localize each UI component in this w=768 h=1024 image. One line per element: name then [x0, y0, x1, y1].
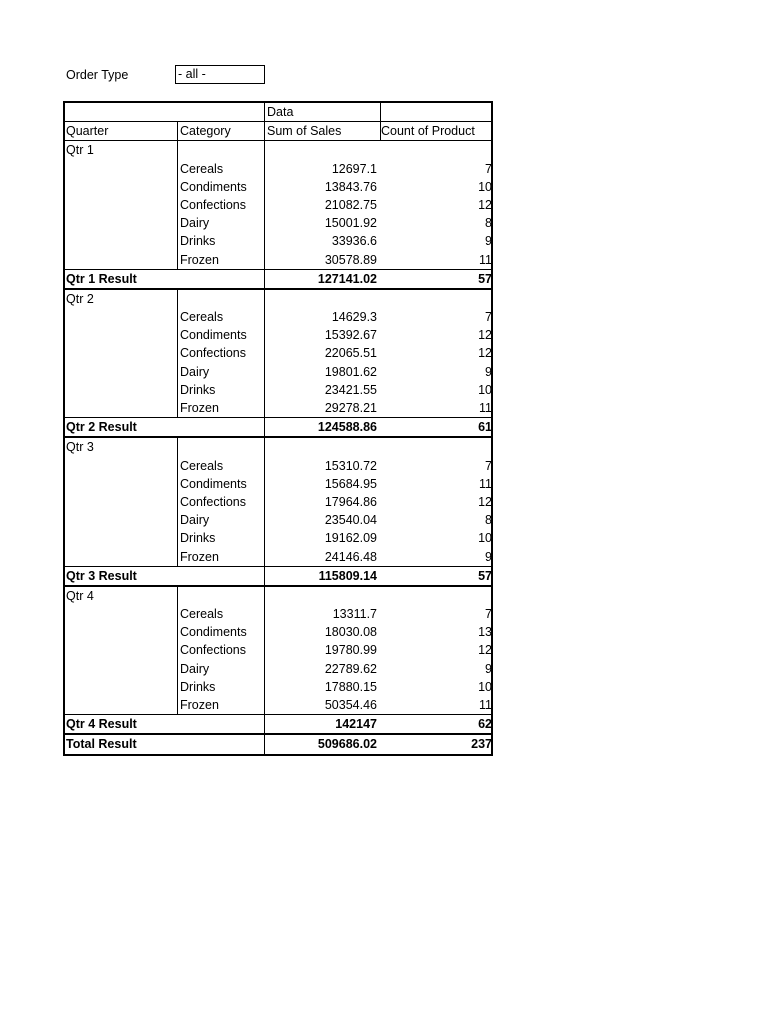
empty-cell [65, 178, 177, 196]
quarter-row [65, 290, 491, 308]
table-row [65, 381, 491, 399]
table-row [65, 660, 491, 678]
table-row [65, 251, 491, 269]
count-of-product-cell: 12 [478, 494, 492, 509]
result-label: Qtr 1 Result [66, 271, 137, 286]
sum-of-sales-cell: 22065.51 [264, 344, 380, 362]
category-cell: Drinks [177, 529, 264, 547]
count-of-product-cell: 10 [478, 179, 492, 194]
table-row [65, 623, 491, 641]
empty-cell [65, 623, 177, 641]
category-cell: Confections [177, 196, 264, 214]
count-of-product-cell: 9 [485, 364, 492, 379]
table-row [65, 548, 491, 566]
quarter-result-row [65, 566, 491, 587]
count-of-product-cell: 7 [485, 458, 492, 473]
sum-of-sales-cell: 18030.08 [264, 623, 380, 641]
count-of-product-cell: 12 [478, 197, 492, 212]
sum-of-sales-header: Sum of Sales [264, 122, 380, 140]
empty-cell [177, 587, 264, 605]
count-of-product-cell: 9 [485, 661, 492, 676]
category-cell: Frozen [177, 251, 264, 269]
table-row [65, 344, 491, 362]
count-of-product-cell: 9 [485, 234, 492, 249]
table-row [65, 678, 491, 696]
count-of-product-cell: 7 [485, 161, 492, 176]
sum-of-sales-cell: 15684.95 [264, 475, 380, 493]
empty-cell [65, 641, 177, 659]
table-row [65, 696, 491, 714]
result-sum: 142147 [264, 715, 380, 733]
sum-of-sales-cell: 19801.62 [264, 363, 380, 381]
count-of-product-cell: 11 [479, 252, 492, 267]
table-row [65, 214, 491, 232]
category-cell: Drinks [177, 678, 264, 696]
table-row [65, 326, 491, 344]
quarter-result-row [65, 269, 491, 290]
empty-cell [65, 548, 177, 566]
category-cell: Cereals [177, 605, 264, 623]
count-of-product-cell: 9 [485, 549, 492, 564]
table-row [65, 178, 491, 196]
result-sum: 127141.02 [264, 270, 380, 288]
category-cell: Frozen [177, 399, 264, 417]
sum-of-sales-cell: 17880.15 [264, 678, 380, 696]
empty-cell [65, 196, 177, 214]
count-of-product-cell: 12 [478, 328, 492, 343]
empty-cell [65, 511, 177, 529]
empty-cell [65, 605, 177, 623]
count-of-product-cell: 12 [478, 643, 492, 658]
sum-of-sales-cell: 29278.21 [264, 399, 380, 417]
empty-cell [65, 660, 177, 678]
data-header-row [65, 103, 491, 122]
empty-cell [177, 141, 264, 159]
category-cell: Drinks [177, 232, 264, 250]
empty-cell [264, 290, 380, 308]
empty-cell [65, 493, 177, 511]
category-cell: Cereals [177, 160, 264, 178]
quarter-result-row [65, 714, 491, 735]
category-cell: Cereals [177, 457, 264, 475]
quarter-label: Qtr 3 [66, 440, 94, 455]
table-row [65, 399, 491, 417]
empty-cell [65, 160, 177, 178]
table-row [65, 529, 491, 547]
category-cell: Frozen [177, 548, 264, 566]
sum-of-sales-cell: 15310.72 [264, 457, 380, 475]
table-row [65, 605, 491, 623]
empty-cell [65, 399, 177, 417]
count-of-product-cell: 12 [478, 346, 492, 361]
sum-of-sales-cell: 33936.6 [264, 232, 380, 250]
empty-cell [65, 214, 177, 232]
empty-cell [65, 475, 177, 493]
table-row [65, 641, 491, 659]
category-cell: Confections [177, 641, 264, 659]
empty-cell [380, 587, 493, 605]
empty-cell [65, 381, 177, 399]
category-cell: Condiments [177, 178, 264, 196]
category-cell: Dairy [177, 660, 264, 678]
count-of-product-cell: 11 [479, 698, 492, 712]
quarter-row [65, 587, 491, 605]
count-of-product-cell: 7 [485, 310, 492, 325]
quarter-group [65, 141, 491, 290]
quarter-group [65, 438, 491, 587]
empty-cell [65, 344, 177, 362]
sum-of-sales-cell: 13311.7 [264, 605, 380, 623]
category-cell: Confections [177, 493, 264, 511]
empty-cell [65, 232, 177, 250]
quarter-label: Qtr 4 [66, 588, 94, 603]
column-header-row [65, 122, 491, 141]
quarter-row [65, 438, 491, 456]
sum-of-sales-cell: 22789.62 [264, 660, 380, 678]
sum-of-sales-cell: 13843.76 [264, 178, 380, 196]
result-count: 61 [478, 420, 492, 435]
quarter-group [65, 587, 491, 736]
category-cell: Dairy [177, 511, 264, 529]
count-of-product-header: Count of Product [380, 122, 493, 140]
sum-of-sales-cell: 24146.48 [264, 548, 380, 566]
count-of-product-cell: 11 [479, 401, 492, 415]
sum-of-sales-cell: 21082.75 [264, 196, 380, 214]
empty-cell [264, 587, 380, 605]
empty-cell [65, 326, 177, 344]
empty-cell [380, 438, 493, 456]
empty-cell [264, 438, 380, 456]
result-sum: 124588.86 [264, 418, 380, 436]
count-of-product-cell: 10 [478, 531, 492, 546]
empty-cell [380, 290, 493, 308]
sum-of-sales-cell: 50354.46 [264, 696, 380, 714]
table-row [65, 232, 491, 250]
quarter-result-row [65, 417, 491, 438]
result-sum: 115809.14 [264, 567, 380, 585]
table-row [65, 196, 491, 214]
empty-cell [65, 308, 177, 326]
count-of-product-cell: 10 [478, 679, 492, 694]
result-count: 57 [478, 271, 492, 286]
category-cell: Dairy [177, 214, 264, 232]
quarter-group [65, 290, 491, 439]
sum-of-sales-cell: 19780.99 [264, 641, 380, 659]
sum-of-sales-cell: 17964.86 [264, 493, 380, 511]
category-cell: Dairy [177, 363, 264, 381]
category-header: Category [177, 122, 264, 140]
empty-cell [177, 290, 264, 308]
category-cell: Frozen [177, 696, 264, 714]
order-type-filter[interactable]: - all - [175, 65, 265, 84]
result-label: Qtr 2 Result [66, 420, 137, 435]
empty-cell [264, 141, 380, 159]
empty-cell [65, 457, 177, 475]
count-of-product-cell: 7 [485, 607, 492, 622]
quarter-label: Qtr 1 [66, 143, 94, 158]
table-row [65, 475, 491, 493]
sum-of-sales-cell: 19162.09 [264, 529, 380, 547]
result-count: 62 [478, 717, 492, 732]
count-of-product-cell: 8 [485, 216, 492, 231]
total-result-row [65, 735, 491, 753]
count-of-product-cell: 11 [479, 476, 492, 491]
count-of-product-cell: 10 [478, 382, 492, 397]
table-row [65, 308, 491, 326]
sum-of-sales-cell: 14629.3 [264, 308, 380, 326]
pivot-table [63, 101, 493, 756]
total-count: 237 [471, 737, 492, 752]
sum-of-sales-cell: 23540.04 [264, 511, 380, 529]
pivot-body [65, 141, 491, 753]
sum-of-sales-cell: 15392.67 [264, 326, 380, 344]
count-of-product-cell: 8 [485, 513, 492, 528]
sum-of-sales-cell: 23421.55 [264, 381, 380, 399]
empty-cell [65, 529, 177, 547]
table-row [65, 511, 491, 529]
category-cell: Condiments [177, 623, 264, 641]
quarter-row [65, 141, 491, 159]
table-row [65, 363, 491, 381]
table-row [65, 493, 491, 511]
empty-cell [177, 438, 264, 456]
sum-of-sales-cell: 15001.92 [264, 214, 380, 232]
category-cell: Condiments [177, 326, 264, 344]
empty-cell [380, 141, 493, 159]
empty-cell [65, 678, 177, 696]
table-row [65, 160, 491, 178]
category-cell: Condiments [177, 475, 264, 493]
category-cell: Confections [177, 344, 264, 362]
quarter-header: Quarter [66, 124, 109, 139]
quarter-label: Qtr 2 [66, 291, 94, 306]
count-of-product-cell: 13 [478, 625, 492, 640]
empty-cell [65, 251, 177, 269]
sum-of-sales-cell: 30578.89 [264, 251, 380, 269]
result-count: 57 [478, 568, 492, 583]
data-header: Data [264, 103, 380, 121]
order-type-label: Order Type [66, 68, 129, 82]
total-sum: 509686.02 [264, 735, 380, 753]
table-row [65, 457, 491, 475]
result-label: Qtr 4 Result [66, 717, 137, 732]
sum-of-sales-cell: 12697.1 [264, 160, 380, 178]
empty-cell [65, 696, 177, 714]
category-cell: Cereals [177, 308, 264, 326]
empty-cell [65, 363, 177, 381]
category-cell: Drinks [177, 381, 264, 399]
result-label: Qtr 3 Result [66, 568, 137, 583]
total-label: Total Result [66, 737, 137, 752]
